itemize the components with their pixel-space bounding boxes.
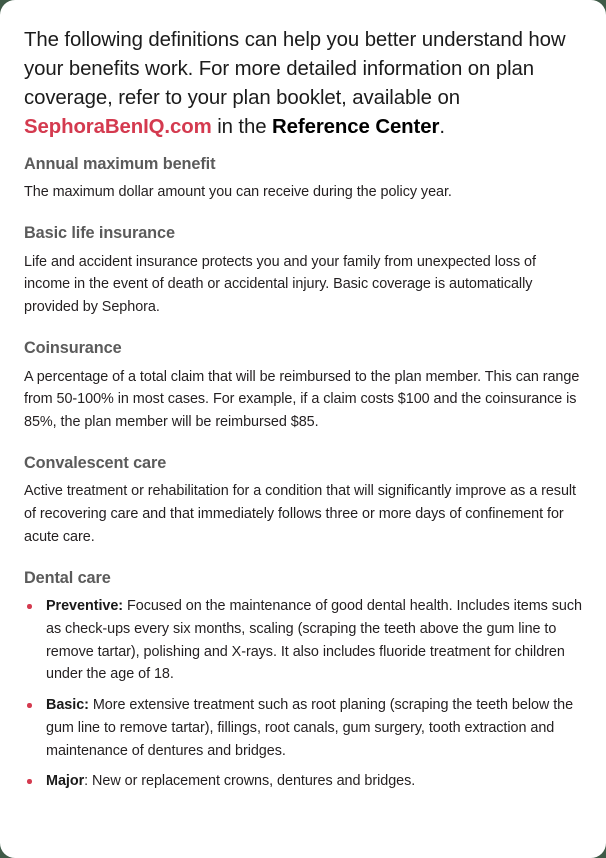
bullet-dot-icon [27, 779, 32, 784]
list-item-lead: Preventive: [46, 598, 124, 615]
section-heading: Annual maximum benefit [24, 154, 216, 173]
intro-text-part-one: The following definitions can help you better understand how your benefits work. For more detailed information on plan coverage, refer to your plan booklet, available on [24, 29, 566, 109]
section-heading: Basic life insurance [24, 224, 175, 243]
reference-center-emphasis: Reference Center [272, 115, 440, 138]
list-item-lead: Major [46, 773, 85, 790]
section-annual-maximum-benefit [24, 155, 583, 204]
section-dental-care [24, 569, 583, 794]
intro-text-part-two: in the [211, 115, 273, 138]
section-body: The maximum dollar amount you can receive during the policy year. [24, 184, 452, 201]
section-body: Life and accident insurance protects you and your family from unexpected loss of income in the event of death or accidental injury. Basic coverage is automatically provided by Sephora. [24, 253, 536, 316]
list-item-text: : New or replacement crowns, dentures and bridges. [84, 773, 416, 790]
list-item [24, 770, 583, 793]
list-item-text: Focused on the maintenance of good dental health. Includes items such as check-ups every six months, scaling (scraping the teeth above the gum line to remove tartar), polishing and X-rays. It also includes fluoride treatment for children under the age of 18. [46, 598, 582, 683]
section-heading: Dental care [24, 568, 111, 587]
intro-text-part-three: . [439, 115, 445, 138]
dental-care-list [24, 595, 583, 793]
list-item [24, 595, 583, 686]
bullet-dot-icon [27, 703, 32, 708]
section-heading: Convalescent care [24, 453, 167, 472]
section-basic-life-insurance [24, 224, 583, 319]
section-body: Active treatment or rehabilitation for a condition that will significantly improve as a result of recovering care and that immediately follows three or more days of confinement for acute care. [24, 483, 576, 545]
section-convalescent-care [24, 454, 583, 549]
sephorabeniq-link[interactable]: SephoraBenIQ.com [24, 115, 212, 138]
list-item [24, 694, 583, 762]
list-item-text: More extensive treatment such as root planing (scraping the teeth below the gum line to remove tartar), fillings, root canals, gum surgery, tooth extraction and maintenance of dentures and bridges. [46, 697, 574, 759]
list-item-lead: Basic: [46, 697, 89, 714]
section-body: A percentage of a total claim that will be reimbursed to the plan member. This can range from 50-100% in most cases. For example, if a claim costs $100 and the coinsurance is 85%, the plan member will be reimbursed $85. [24, 368, 580, 431]
section-heading: Coinsurance [24, 338, 122, 357]
section-coinsurance [24, 339, 583, 434]
intro-paragraph [24, 26, 583, 142]
bullet-dot-icon [27, 604, 32, 609]
